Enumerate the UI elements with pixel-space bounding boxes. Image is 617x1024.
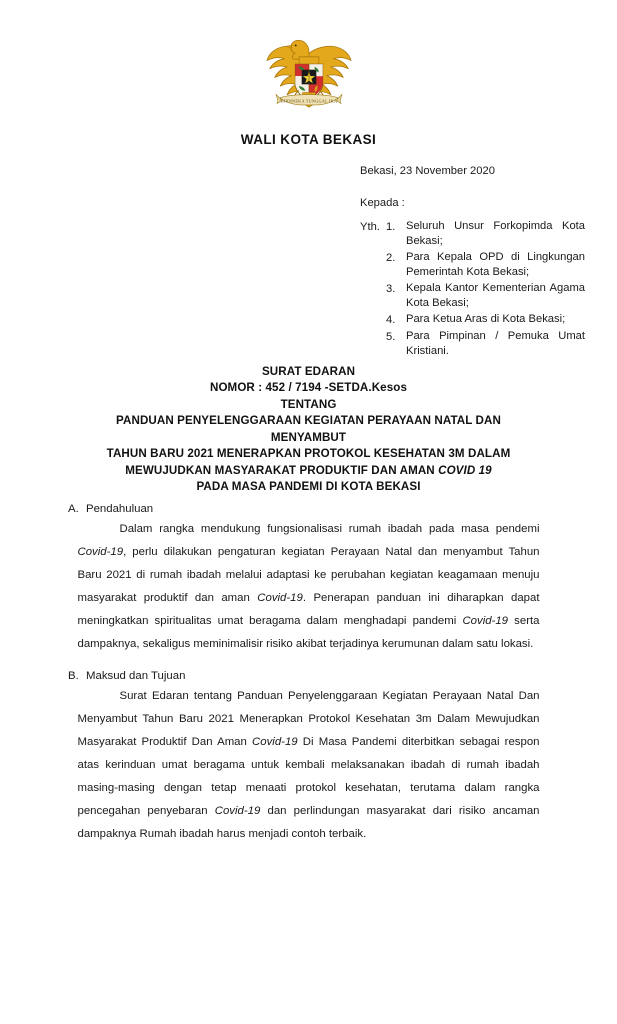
section-letter: B. <box>68 670 79 683</box>
paragraph-text: . Penerapan panduan ini diharapkan dapat meningkatkan spiritualitas umat beragama dalam menghadapi pandemi <box>77 592 540 628</box>
list-item <box>360 281 585 311</box>
list-item <box>360 219 585 249</box>
covid-term: Covid-19 <box>252 736 298 749</box>
section-paragraph <box>78 518 540 656</box>
letterhead <box>0 0 617 147</box>
doc-subject-line-4 <box>50 463 567 479</box>
paragraph-text: Dalam rangka mendukung fungsionalisasi rumah ibadah pada masa pendemi <box>119 523 540 535</box>
covid-term: Covid-19 <box>257 592 303 605</box>
paragraph-text: dan perlindungan masyarakat dari risiko ancaman dampaknya Rumah ibadah harus menjadi contoh terbaik. <box>77 805 540 841</box>
section-title: Maksud dan Tujuan <box>86 670 186 683</box>
document-body <box>0 503 617 860</box>
doc-subject-line-1: PANDUAN PENYELENGGARAAN KEGIATAN PERAYAAN NATAL DAN <box>116 414 501 428</box>
page-title: WALI KOTA BEKASI <box>240 132 377 147</box>
section-pendahuluan <box>0 503 617 656</box>
garuda-pancasila-emblem <box>263 34 355 120</box>
doc-subject-line-3: TAHUN BARU 2021 MENERAPKAN PROTOKOL KESEHATAN 3M DALAM <box>106 447 511 461</box>
svg-text:BHINNEKA TUNGGAL IKA: BHINNEKA TUNGGAL IKA <box>280 98 337 104</box>
section-maksud-dan-tujuan <box>0 670 617 846</box>
section-letter: A. <box>68 503 79 515</box>
list-item-label: Para Pimpinan / Pemuka Umat Kristiani. <box>406 330 585 357</box>
list-item-label: Kepala Kantor Kementerian Agama Kota Bekasi; <box>406 282 585 309</box>
yth-label: Yth. <box>360 221 380 234</box>
doc-subject-line-5: PADA MASA PANDEMI DI KOTA BEKASI <box>196 480 421 494</box>
covid-term: Covid-19 <box>214 805 261 818</box>
paragraph-text: , perlu dilakukan pengaturan kegiatan Perayaan Natal dan menyambut Tahun Baru 2021 di rumah ibadah melalui adaptasi ke perubahan kegiatan keagamaan menuju masyarakat produktif dan aman <box>77 546 540 605</box>
list-item-number: 4. <box>386 313 396 326</box>
section-title: Pendahuluan <box>86 503 154 515</box>
list-item <box>360 250 585 280</box>
list-item-number: 3. <box>386 283 396 296</box>
address-block <box>360 163 585 360</box>
section-paragraph <box>78 685 540 846</box>
section-heading <box>0 503 617 515</box>
covid-term: Covid-19 <box>462 615 509 628</box>
list-item-number: 2. <box>386 252 396 265</box>
list-item-label: Para Ketua Aras di Kota Bekasi; <box>406 312 566 325</box>
doc-subject-line-4-text: MEWUJUDKAN MASYARAKAT PRODUKTIF DAN AMAN <box>125 463 439 477</box>
list-item-number: 5. <box>386 331 396 344</box>
covid-term: Covid-19 <box>77 546 124 559</box>
doc-number: NOMOR : 452 / 7194 -SETDA.Kesos <box>209 381 408 395</box>
date-line: Bekasi, 23 November 2020 <box>360 165 495 177</box>
list-item-number: 1. <box>386 221 396 234</box>
list-item <box>360 329 585 359</box>
paragraph-text: Surat Edaran tentang Panduan Penyelenggaraan Kegiatan Perayaan Natal Dan Menyambut Tahun Baru 2021 Menerapkan Protokol Kesehatan 3m Dalam Mewujudkan Masyarakat Produktif Dan Aman <box>77 690 540 749</box>
kepada-label: Kepada : <box>360 197 405 210</box>
covid-term: COVID 19 <box>438 463 492 477</box>
tentang-label: TENTANG <box>280 397 337 411</box>
doc-type-heading: SURAT EDARAN <box>261 365 356 378</box>
document-title-block <box>50 364 567 496</box>
doc-subject-line-2: MENYAMBUT <box>270 430 347 444</box>
paragraph-text: Di Masa Pandemi diterbitkan sebagai respon atas kerinduan umat beragama untuk kembali melaksanakan ibadah di rumah ibadah masing-masing dengan tetap menaati protokol kesehatan, terutama dalam rangka pencegahan penyebaran <box>77 736 540 818</box>
recipient-list <box>360 219 585 358</box>
list-item <box>360 312 585 328</box>
list-item-label: Para Kepala OPD di Lingkungan Pemerintah Kota Bekasi; <box>406 251 585 279</box>
paragraph-text: serta dampaknya, sekaligus meminimalisir risiko akibat terjadinya kerumunan dalam satu lokasi. <box>77 615 540 651</box>
section-heading <box>0 670 617 682</box>
list-item-label: Seluruh Unsur Forkopimda Kota Bekasi; <box>406 220 585 248</box>
